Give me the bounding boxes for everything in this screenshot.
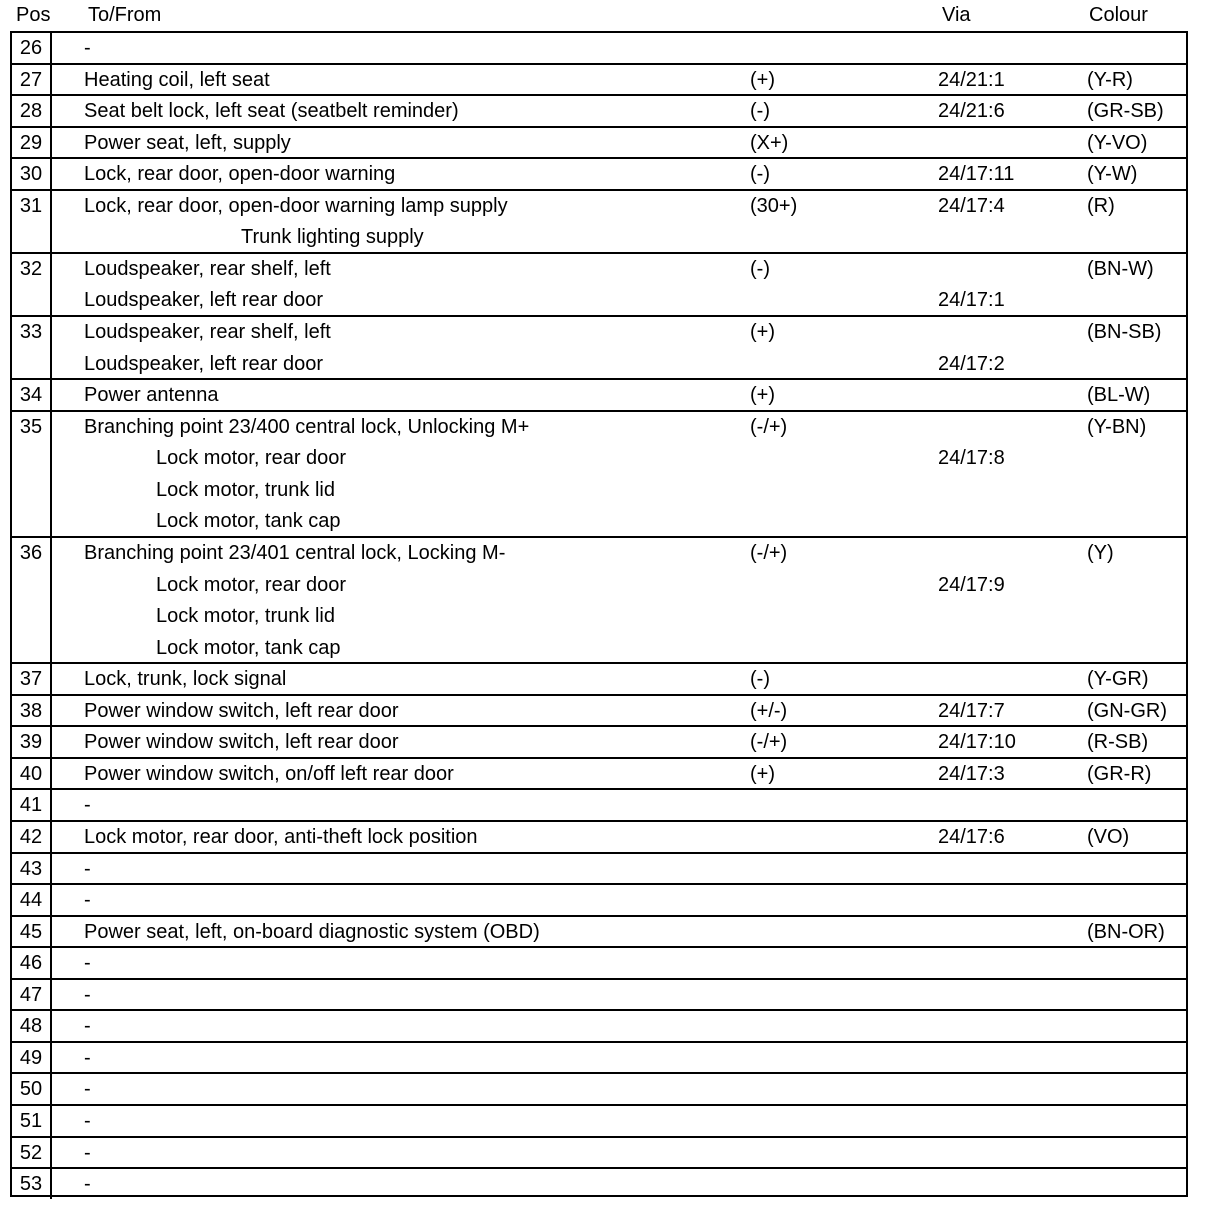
wire-colour-text: (R-SB) <box>1087 731 1149 754</box>
table-row <box>10 946 1188 978</box>
polarity-text: (+) <box>750 384 775 407</box>
table-row <box>10 1072 1188 1104</box>
to-from-text: - <box>84 1046 91 1069</box>
via-text: 24/21:1 <box>938 68 1005 91</box>
pos-cell <box>10 948 52 978</box>
pos-number: 28 <box>19 100 43 123</box>
pos-cell <box>10 822 52 852</box>
wire-colour-text: (Y-W) <box>1087 163 1138 186</box>
table-row <box>10 788 1188 820</box>
to-from-text: Lock motor, tank cap <box>156 636 341 659</box>
to-from-text: Branching point 23/400 central lock, Unlocking M+ <box>84 415 530 438</box>
pos-cell <box>10 1074 52 1104</box>
pos-number: 26 <box>19 37 43 59</box>
pos-number: 30 <box>19 163 43 186</box>
pos-cell <box>10 885 52 915</box>
polarity-text: (-/+) <box>750 541 788 564</box>
to-from-text: Loudspeaker, rear shelf, left <box>84 257 331 280</box>
to-from-text: Power window switch, on/off left rear door <box>84 762 454 785</box>
table-row <box>10 157 1188 189</box>
polarity-text: (-/+) <box>750 415 788 438</box>
header-via: Via <box>942 4 971 26</box>
to-from-text: Power seat, left, on-board diagnostic system (OBD) <box>84 920 540 943</box>
via-text: 24/17:7 <box>938 699 1005 722</box>
table-row <box>10 978 1188 1010</box>
wire-colour-text: (Y-R) <box>1087 68 1133 91</box>
to-from-text: - <box>84 1110 91 1133</box>
table-row <box>10 378 1188 410</box>
pos-number: 40 <box>19 762 43 785</box>
pos-number: 42 <box>19 826 43 848</box>
table-row <box>10 820 1188 852</box>
table-row <box>10 915 1188 947</box>
pos-number: 36 <box>19 541 43 564</box>
pos-number: 31 <box>19 194 43 217</box>
pos-cell <box>10 254 52 315</box>
pos-number: 35 <box>19 415 43 438</box>
pos-number: 47 <box>19 983 43 1006</box>
pos-cell <box>10 65 52 95</box>
polarity-text: (-) <box>750 100 770 123</box>
to-from-text: Heating coil, left seat <box>84 68 270 91</box>
to-from-text: - <box>84 1078 91 1101</box>
to-from-text: Trunk lighting supply <box>241 226 424 249</box>
table-row <box>10 252 1188 315</box>
pos-number: 45 <box>19 920 43 943</box>
to-from-text: Power antenna <box>84 384 219 407</box>
pos-cell <box>10 191 52 252</box>
table-row <box>10 189 1188 252</box>
polarity-text: (-/+) <box>750 731 788 754</box>
wire-colour-text: (GR-R) <box>1087 762 1152 785</box>
table-row <box>10 63 1188 95</box>
to-from-text: Power window switch, left rear door <box>84 699 399 722</box>
pos-number: 51 <box>19 1110 43 1133</box>
via-text: 24/17:3 <box>938 762 1005 785</box>
pos-number: 48 <box>19 1015 43 1038</box>
table-row <box>10 1041 1188 1073</box>
pos-cell <box>10 538 52 662</box>
header-pos: Pos <box>16 4 51 26</box>
pos-number: 46 <box>19 952 43 975</box>
to-from-text: - <box>84 1173 91 1196</box>
to-from-text: - <box>84 37 91 59</box>
pos-number: 49 <box>19 1046 43 1069</box>
to-from-text: - <box>84 889 91 912</box>
to-from-text: - <box>84 952 91 975</box>
table-row <box>10 757 1188 789</box>
pos-number: 34 <box>19 384 43 407</box>
to-from-text: Lock, rear door, open-door warning lamp supply <box>84 194 508 217</box>
to-from-text: Lock motor, trunk lid <box>156 605 335 628</box>
to-from-text: - <box>84 794 91 817</box>
wire-colour-text: (BN-W) <box>1087 257 1154 280</box>
pos-cell <box>10 980 52 1010</box>
to-from-text: Lock motor, rear door <box>156 447 347 470</box>
wire-colour-text: (R) <box>1087 194 1115 217</box>
pos-cell <box>10 1106 52 1136</box>
via-text: 24/17:10 <box>938 731 1016 754</box>
to-from-text: Lock motor, rear door, anti-theft lock position <box>84 826 478 848</box>
table-row <box>10 94 1188 126</box>
pos-number: 39 <box>19 731 43 754</box>
pos-cell <box>10 1169 52 1199</box>
pos-cell <box>10 727 52 757</box>
wire-colour-text: (GR-SB) <box>1087 100 1164 123</box>
wire-colour-text: (Y-BN) <box>1087 415 1147 438</box>
to-from-text: Loudspeaker, rear shelf, left <box>84 321 331 344</box>
pos-number: 44 <box>19 889 43 912</box>
pos-number: 52 <box>19 1141 43 1164</box>
polarity-text: (+) <box>750 762 775 785</box>
table-row <box>10 410 1188 536</box>
pos-cell <box>10 159 52 189</box>
wire-colour-text: (Y-GR) <box>1087 668 1149 691</box>
to-from-text: Lock, trunk, lock signal <box>84 668 287 691</box>
via-text: 24/17:4 <box>938 194 1005 217</box>
polarity-text: (-) <box>750 257 770 280</box>
table-row <box>10 662 1188 694</box>
pos-number: 43 <box>19 857 43 880</box>
table-row <box>10 694 1188 726</box>
via-text: 24/17:11 <box>938 163 1015 186</box>
pos-number: 37 <box>19 668 43 691</box>
pos-cell <box>10 696 52 726</box>
wire-colour-text: (GN-GR) <box>1087 699 1167 722</box>
polarity-text: (-) <box>750 163 770 186</box>
polarity-text: (+) <box>750 68 775 91</box>
to-from-text: Lock motor, tank cap <box>156 510 341 533</box>
pos-cell <box>10 759 52 789</box>
pos-cell <box>10 664 52 694</box>
via-text: 24/17:1 <box>938 289 1005 312</box>
to-from-text: - <box>84 857 91 880</box>
pos-cell <box>10 412 52 536</box>
via-text: 24/17:9 <box>938 573 1005 596</box>
table-row <box>10 126 1188 158</box>
wire-colour-text: (BN-OR) <box>1087 920 1165 943</box>
to-from-text: Loudspeaker, left rear door <box>84 289 324 312</box>
pos-cell <box>10 96 52 126</box>
wire-colour-text: (BL-W) <box>1087 384 1151 407</box>
polarity-text: (-) <box>750 668 770 691</box>
to-from-text: Lock, rear door, open-door warning <box>84 163 396 186</box>
table-row <box>10 1167 1188 1199</box>
wire-colour-text: (Y-VO) <box>1087 131 1148 154</box>
pos-number: 27 <box>19 68 43 91</box>
pos-cell <box>10 1011 52 1041</box>
pos-cell <box>10 317 52 378</box>
pos-number: 32 <box>19 257 43 280</box>
table-row <box>10 536 1188 662</box>
pos-number: 29 <box>19 131 43 154</box>
to-from-text: Lock motor, rear door <box>156 573 347 596</box>
wire-colour-text: (Y) <box>1087 541 1114 564</box>
to-from-text: - <box>84 1141 91 1164</box>
to-from-text: Loudspeaker, left rear door <box>84 352 324 375</box>
pos-cell <box>10 380 52 410</box>
pos-cell <box>10 790 52 820</box>
wire-colour-text: (VO) <box>1087 826 1130 848</box>
pos-number: 38 <box>19 699 43 722</box>
pos-number: 41 <box>19 794 43 817</box>
table-row <box>10 1136 1188 1168</box>
to-from-text: Branching point 23/401 central lock, Locking M- <box>84 541 506 564</box>
table-row <box>10 883 1188 915</box>
via-text: 24/17:8 <box>938 447 1005 470</box>
polarity-text: (30+) <box>750 194 798 217</box>
to-from-text: Power seat, left, supply <box>84 131 291 154</box>
table-row <box>10 31 1188 63</box>
polarity-text: (X+) <box>750 131 789 154</box>
pos-cell <box>10 917 52 947</box>
pos-cell <box>10 128 52 158</box>
pos-number: 50 <box>19 1078 43 1101</box>
table-row <box>10 315 1188 378</box>
via-text: 24/21:6 <box>938 100 1005 123</box>
header-colour: Colour <box>1089 4 1148 26</box>
to-from-text: Power window switch, left rear door <box>84 731 399 754</box>
via-text: 24/17:6 <box>938 826 1005 848</box>
table-row <box>10 725 1188 757</box>
pos-number: 53 <box>19 1173 43 1196</box>
to-from-text: Seat belt lock, left seat (seatbelt reminder) <box>84 100 459 123</box>
to-from-text: - <box>84 983 91 1006</box>
table-row <box>10 852 1188 884</box>
to-from-text: Lock motor, trunk lid <box>156 478 335 501</box>
via-text: 24/17:2 <box>938 352 1005 375</box>
pos-number: 33 <box>19 321 43 344</box>
pos-cell <box>10 854 52 884</box>
pos-cell <box>10 33 52 63</box>
wire-colour-text: (BN-SB) <box>1087 321 1162 344</box>
to-from-text: - <box>84 1015 91 1038</box>
header-to-from: To/From <box>88 4 162 26</box>
table-row <box>10 1104 1188 1136</box>
polarity-text: (+/-) <box>750 699 788 722</box>
pos-cell <box>10 1043 52 1073</box>
table-row <box>10 1009 1188 1041</box>
pos-cell <box>10 1138 52 1168</box>
polarity-text: (+) <box>750 321 775 344</box>
